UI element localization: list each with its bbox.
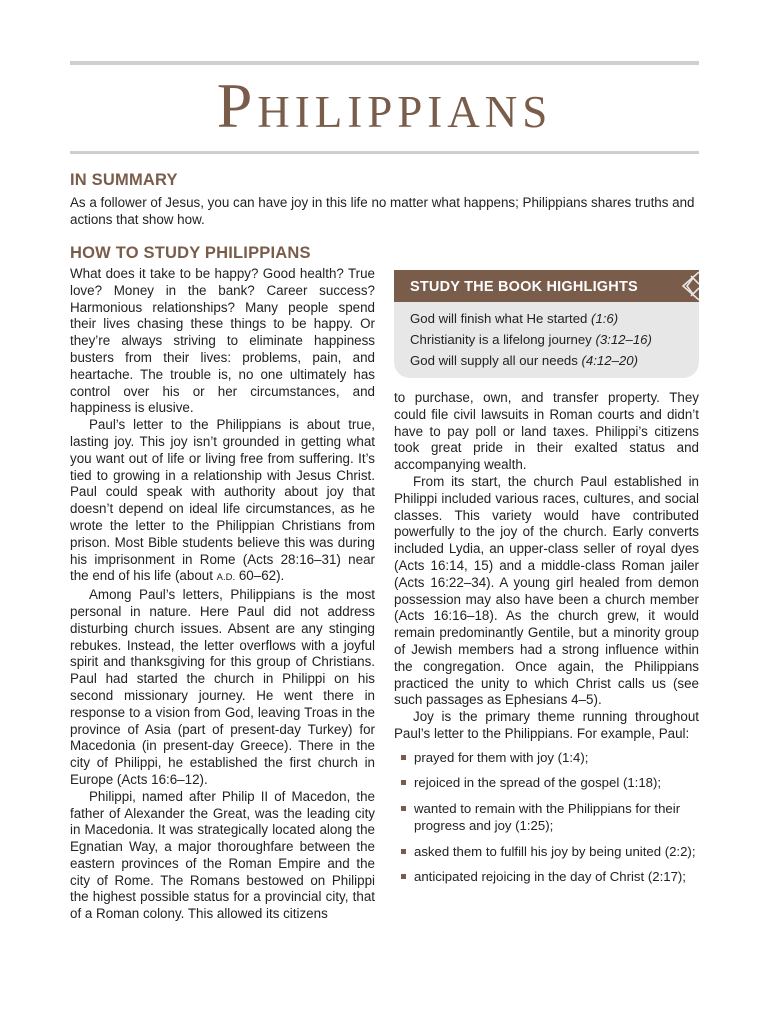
list-item: anticipated rejoicing in the day of Christ (2:17); [394, 868, 699, 885]
summary-heading: IN SUMMARY [70, 171, 178, 189]
summary-text: As a follower of Jesus, you can have joy in this life no matter what happens; Philippians shares truths and actions that show how. [70, 195, 695, 227]
ornament-icon [671, 270, 699, 302]
paragraph: to purchase, own, and transfer property. They could file civil lawsuits in Roman courts and didn’t have to pay poll or land taxes. Philippi’s citizens took great pride in their exalted status and accompanying wealth. [394, 390, 699, 473]
top-rule [70, 61, 699, 65]
paragraph: What does it take to be happy? Good health? True love? Money in the bank? Career success? Harmonious relationships? Many people spend their lives chasing these things to be happy. Or they’re always striving to eliminate happiness busters from their lives: problems, pain, and heartache. The trouble is, no one ultimately has control over his or her circumstances, and happiness is elusive. [70, 266, 375, 416]
list-item: wanted to remain with the Philippians for their progress and joy (1:25); [394, 800, 699, 834]
page-title: PHILIPPIANS [216, 70, 553, 141]
highlight-item: God will supply all our needs (4:12–20) [410, 353, 638, 368]
list-item: asked them to fulfill his joy by being united (2:2); [394, 843, 699, 860]
paragraph: Among Paul’s letters, Philippians is the most personal in nature. Here Paul did not address disturbing church issues. Absent are any stinging rebukes. Instead, the letter overflows with a joyful spirit and thanksgiving for this group of Christians. Paul had started the church in Philippi on his second missionary journey. He went there in response to a vision from God, leaving Troas in the province of Asia (part of present-day Turkey) for Macedonia (in present-day Greece). There in the city of Philippi, he established the first church in Europe (Acts 16:6–12). [70, 587, 375, 787]
right-column [394, 390, 699, 894]
title-underline [70, 151, 699, 154]
paragraph: Paul’s letter to the Philippians is about true, lasting joy. This joy isn’t grounded in getting what you want out of life or living free from suffering. It’s tied to growing in a relationship with Jesus Christ. Paul could speak with authority about joy that doesn’t depend on ideal life circumstances, as he wrote the letter to the Philippian Christians from prison. Most Bible students believe this was during his imprisonment in Rome (Acts 28:16–31) near the end of his life (about A.D. 60–62). [70, 417, 375, 584]
paragraph: Joy is the primary theme running throughout Paul’s letter to the Philippians. For example, Paul: [394, 709, 699, 741]
paragraph: Philippi, named after Philip II of Macedon, the father of Alexander the Great, was the leading city in Macedonia. It was strategically located along the Egnatian Way, a major thoroughfare between the eastern provinces of the Roman Empire and the city of Rome. The Romans bestowed on Philippi the highest possible status for a provincial city, that of a Roman colony. This allowed its citizens [70, 788, 375, 922]
bullet-icon [401, 874, 406, 879]
list-item: rejoiced in the spread of the gospel (1:18); [394, 774, 699, 791]
paragraph: From its start, the church Paul established in Philippi included various races, cultures, and social classes. This variety would have contributed powerfully to the joy of the church. Early converts included Lydia, an upper-class seller of royal dyes (Acts 16:14, 15) and a middle-class Roman jailer (Acts 16:22–34). A young girl healed from demon possession may also have been a church member (Acts 16:16–18). As the church grew, it would remain predominantly Gentile, but a minority group of Jewish members had a strong influence within the congregation. Once again, the Philippians practiced the unity to which Christ calls us (see such passages as Ephesians 4–5). [394, 473, 699, 708]
left-column [70, 266, 375, 923]
list-item: prayed for them with joy (1:4); [394, 749, 699, 766]
highlights-heading: STUDY THE BOOK HIGHLIGHTS [410, 279, 638, 295]
highlights-header [394, 270, 699, 302]
bullet-icon [401, 849, 406, 854]
bullet-icon [401, 806, 406, 811]
highlights-box [394, 270, 699, 378]
bullet-icon [401, 755, 406, 760]
highlight-item: God will finish what He started (1:6) [410, 311, 619, 326]
joy-list [394, 749, 699, 885]
study-heading: HOW TO STUDY PHILIPPIANS [70, 244, 311, 262]
highlights-list [394, 302, 699, 371]
bullet-icon [401, 780, 406, 785]
highlight-item: Christianity is a lifelong journey (3:12–16) [410, 332, 652, 347]
